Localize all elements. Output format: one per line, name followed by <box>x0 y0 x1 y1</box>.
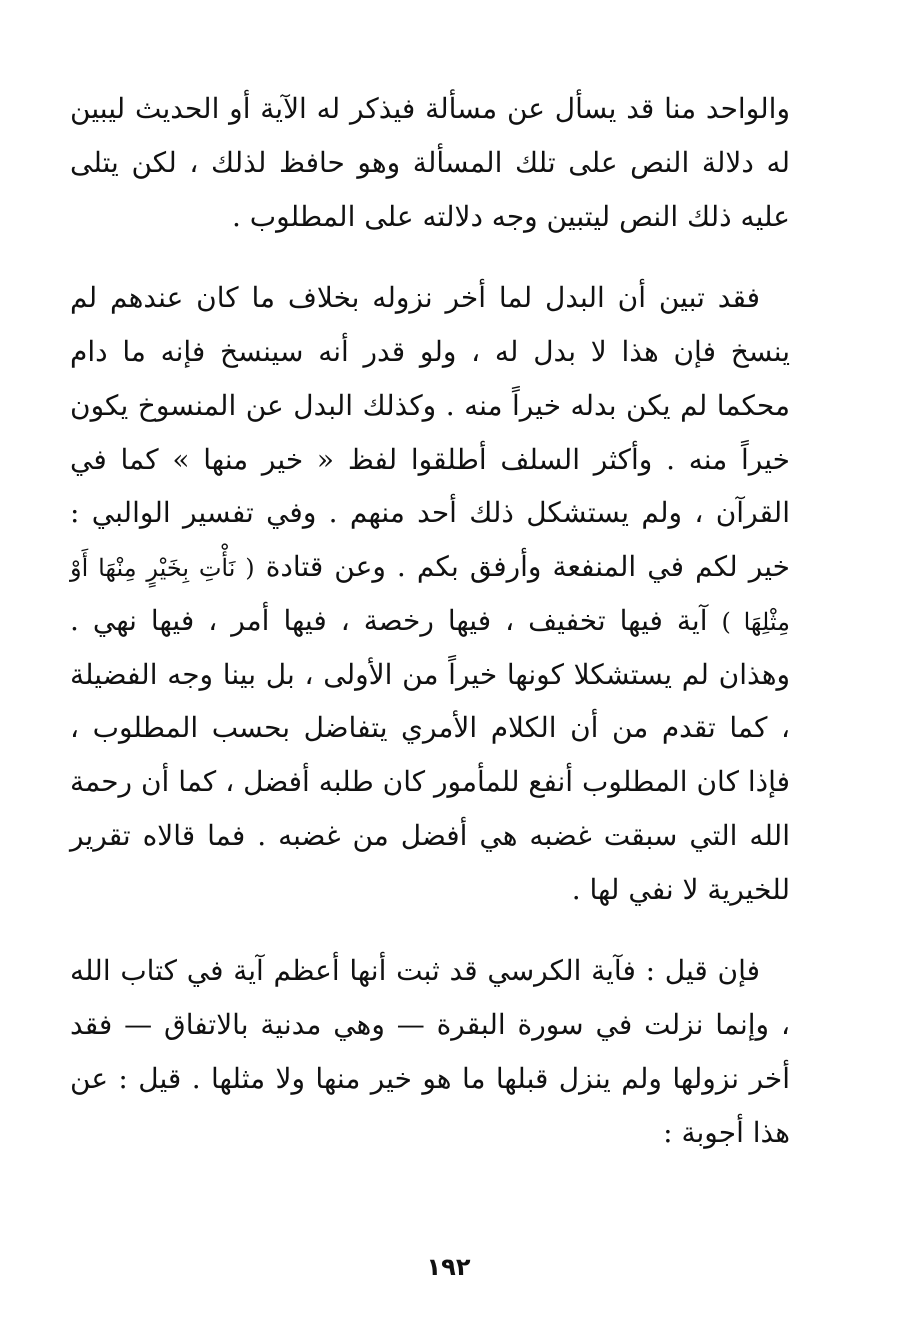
paragraph-2-text-before-verse: فقد تبين أن البدل لما أخر نزوله بخلاف ما كان عندهم لم ينسخ فإن هذا لا بدل له ، ولو قدر أنه سينسخ فإنه ما دام محكما لم يكن بدله خيراً منه . وكذلك البدل عن المنسوخ يكون خيراً منه . وأكثر السلف أطلقوا لفظ « خير منها » كما في القرآن ، ولم يستشكل ذلك أحد منهم . وفي تفسير الوالبي : خير لكم في المنفعة وأرفق بكم . وعن قتادة <box>70 281 790 583</box>
paragraph-2-text-after-verse: آية فيها تخفيف ، فيها رخصة ، فيها أمر ، فيها نهي . وهذان لم يستشكلا كونها خيراً من الأولى ، بل بينا وجه الفضيلة ، كما تقدم من أن الكلام الأمري يتفاضل بحسب المطلوب ، فإذا كان المطلوب أنفع للمأمور كان طلبه أفضل ، كما أن رحمة الله التي سبقت غضبه هي أفضل من غضبه . فما قالاه تقرير للخيرية لا نفي لها . <box>70 603 790 906</box>
paragraph-3-text: فإن قيل : فآية الكرسي قد ثبت أنها أعظم آية في كتاب الله ، وإنما نزلت في سورة البقرة — وهي مدنية بالاتفاق — فقد أخر نزولها ولم ينزل قبلها ما هو خير منها ولا مثلها . قيل : عن هذا أجوبة : <box>70 954 790 1149</box>
paragraph-2 <box>70 271 790 916</box>
quran-verse: ( نَأْتِ بِخَيْرٍ مِنْهَا أَوْ مِثْلِهَا ) <box>70 554 790 636</box>
page-body <box>70 82 790 1159</box>
paragraph-1-text: والواحد منا قد يسأل عن مسألة فيذكر له الآية أو الحديث ليبين له دلالة النص على تلك المسألة وهو حافظ لذلك ، لكن يتلى عليه ذلك النص ليتبين وجه دلالته على المطلوب . <box>70 92 790 233</box>
page-number: ١٩٢ <box>426 1253 471 1281</box>
paragraph-3 <box>70 944 790 1159</box>
paragraph-1 <box>70 82 790 243</box>
